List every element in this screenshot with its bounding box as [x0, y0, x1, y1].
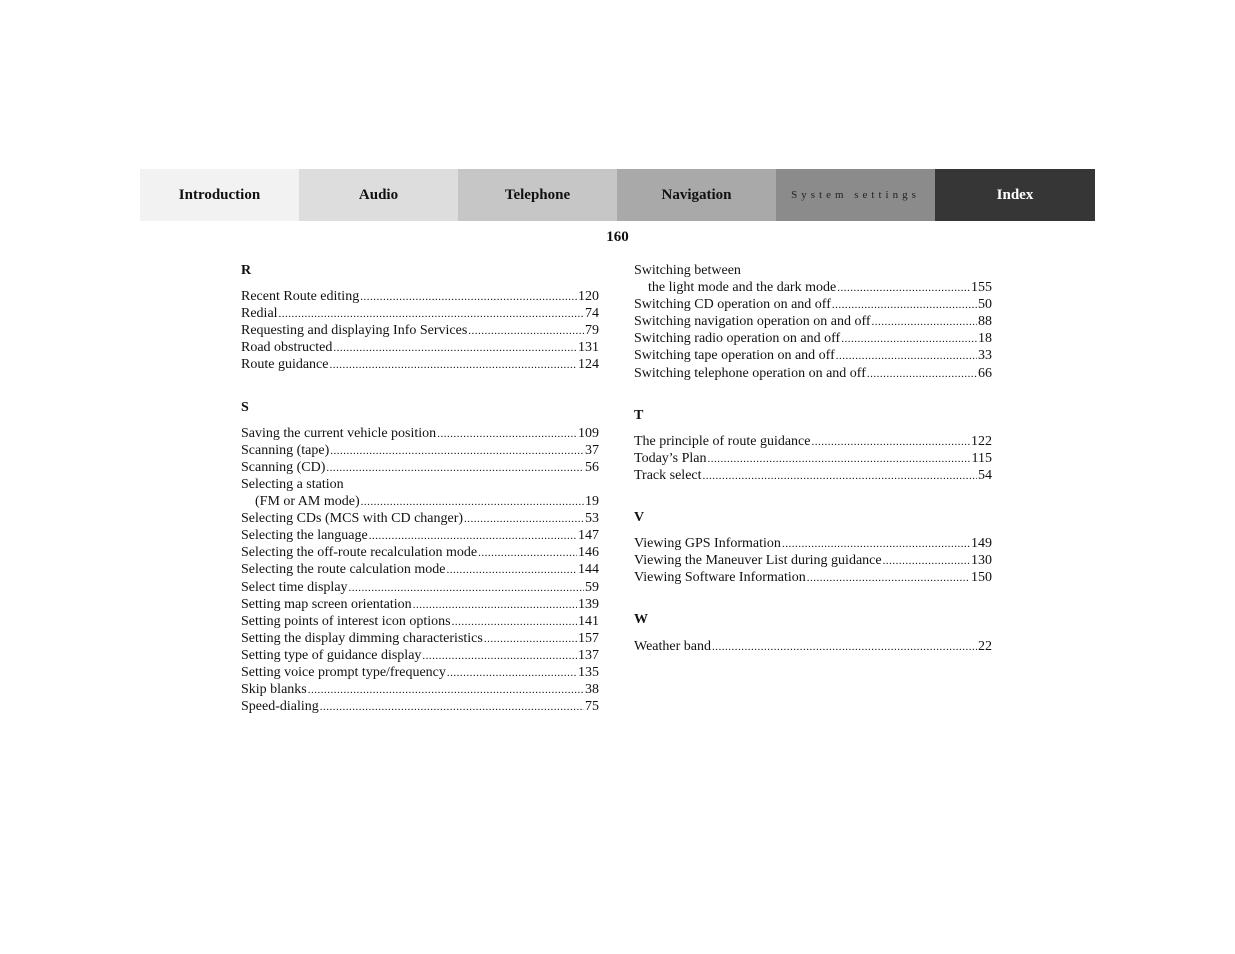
index-entry [634, 569, 992, 586]
leader-dots [712, 639, 977, 656]
index-entry [241, 288, 599, 305]
index-entry [634, 313, 992, 330]
entry-label: Setting type of guidance display [241, 647, 422, 663]
entry-label: Viewing GPS Information [634, 536, 781, 552]
index-section-w [634, 611, 992, 654]
index-entry [634, 365, 992, 382]
entry-page: 141 [578, 613, 599, 629]
leader-dots [330, 443, 584, 460]
leader-dots [413, 597, 577, 614]
entry-label: Switching telephone operation on and off [634, 365, 866, 381]
tab-introduction[interactable]: Introduction [140, 169, 299, 221]
entry-page: 38 [585, 682, 599, 698]
index-entry-heading: Switching between [634, 263, 741, 278]
index-column-right [634, 262, 992, 680]
leader-dots [446, 562, 577, 579]
entry-label: Selecting the off-route recalculation mode [241, 545, 478, 561]
leader-dots [811, 434, 970, 451]
tab-audio[interactable]: Audio [299, 169, 458, 221]
entry-label: The principle of route guidance [634, 433, 811, 449]
entry-page: 19 [585, 494, 599, 510]
entry-page: 146 [578, 545, 599, 561]
entry-label: Skip blanks [241, 682, 307, 698]
index-entry [241, 579, 599, 596]
entry-page: 139 [578, 596, 599, 612]
entry-page: 75 [585, 699, 599, 715]
entry-page: 56 [585, 459, 599, 475]
index-entry [241, 442, 599, 459]
entry-page: 74 [585, 306, 599, 322]
entry-label: Switching radio operation on and off [634, 331, 841, 347]
entry-page: 124 [578, 357, 599, 373]
leader-dots [703, 468, 977, 485]
entry-page: 135 [578, 664, 599, 680]
entry-page: 54 [978, 467, 992, 483]
entry-label: Viewing the Maneuver List during guidance [634, 553, 882, 569]
entry-page: 144 [578, 562, 599, 578]
tab-index[interactable]: Index [935, 169, 1095, 221]
tab-navigation[interactable]: Navigation [617, 169, 776, 221]
index-entry [634, 296, 992, 313]
entry-label: Route guidance [241, 357, 329, 373]
section-letter: V [634, 510, 645, 526]
index-entry [241, 544, 599, 561]
index-entry [241, 425, 599, 442]
leader-dots [867, 366, 977, 383]
leader-dots [782, 536, 970, 553]
entry-page: 66 [978, 365, 992, 381]
index-entry [241, 561, 599, 578]
entry-page: 120 [578, 289, 599, 305]
entry-page: 33 [978, 348, 992, 364]
leader-dots [360, 289, 577, 306]
entry-page: 131 [578, 340, 599, 356]
entry-label: Setting the display dimming characteristics [241, 630, 483, 646]
leader-dots [279, 306, 584, 323]
index-entry-heading: Selecting a station [241, 476, 344, 492]
entry-label: Select time display [241, 579, 348, 595]
leader-dots [872, 314, 977, 331]
entry-label: Viewing Software Information [634, 570, 806, 586]
index-entry [241, 305, 599, 322]
entry-label: (FM or AM mode) [255, 494, 360, 510]
leader-dots [422, 648, 577, 665]
leader-dots [333, 340, 577, 357]
entry-page: 22 [978, 638, 992, 654]
index-section-t [634, 407, 992, 484]
index-entry [634, 638, 992, 655]
entry-page: 155 [971, 280, 992, 296]
index-section-s [241, 399, 599, 716]
entry-label: Redial [241, 306, 278, 322]
entry-page: 53 [585, 511, 599, 527]
tab-system-settings[interactable]: System settings [776, 169, 935, 221]
index-entry [241, 698, 599, 715]
entry-page: 18 [978, 331, 992, 347]
tab-telephone[interactable]: Telephone [458, 169, 617, 221]
entry-page: 137 [578, 647, 599, 663]
index-entry [241, 647, 599, 664]
index-section-v [634, 509, 992, 586]
index-entry [634, 450, 992, 467]
entry-page: 122 [971, 433, 992, 449]
index-entry [241, 459, 599, 476]
leader-dots [841, 331, 977, 348]
section-tab-bar [140, 169, 1095, 221]
index-entry [241, 527, 599, 544]
leader-dots [708, 451, 971, 468]
leader-dots [484, 631, 577, 648]
entry-label: Selecting the language [241, 528, 368, 544]
leader-dots [468, 323, 584, 340]
entry-label: Selecting the route calculation mode [241, 562, 446, 578]
entry-page: 37 [585, 442, 599, 458]
leader-dots [837, 280, 970, 297]
entry-page: 150 [971, 570, 992, 586]
section-letter: W [634, 612, 648, 628]
entry-label: Weather band [634, 638, 711, 654]
leader-dots [329, 357, 577, 374]
index-entry [241, 630, 599, 647]
leader-dots [349, 580, 584, 597]
entry-label: Switching CD operation on and off [634, 297, 831, 313]
entry-label: Switching tape operation on and off [634, 348, 835, 364]
entry-label: Recent Route editing [241, 289, 360, 305]
leader-dots [832, 297, 977, 314]
entry-page: 109 [578, 425, 599, 441]
index-entry [241, 322, 599, 339]
leader-dots [308, 682, 584, 699]
entry-page: 79 [585, 323, 599, 339]
section-letter: T [634, 407, 644, 423]
index-entry [634, 330, 992, 347]
index-entry [241, 493, 599, 510]
index-section-r [241, 262, 599, 374]
leader-dots [437, 426, 577, 443]
entry-label: Setting voice prompt type/frequency [241, 664, 446, 680]
entry-label: Scanning (tape) [241, 442, 330, 458]
index-entry [634, 535, 992, 552]
leader-dots [361, 494, 584, 511]
leader-dots [883, 553, 970, 570]
entry-page: 59 [585, 579, 599, 595]
entry-label: Road obstructed [241, 340, 333, 356]
entry-label: Scanning (CD) [241, 459, 326, 475]
leader-dots [452, 614, 577, 631]
page-number: 160 [606, 229, 629, 245]
index-entry [241, 664, 599, 681]
index-entry [241, 613, 599, 630]
index-entry [241, 596, 599, 613]
index-entry [634, 552, 992, 569]
leader-dots [447, 665, 577, 682]
entry-page: 115 [971, 450, 992, 466]
index-entry [634, 433, 992, 450]
entry-label: Setting points of interest icon options [241, 613, 451, 629]
entry-page: 157 [578, 630, 599, 646]
entry-label: Switching navigation operation on and off [634, 314, 871, 330]
entry-label: Track select [634, 467, 702, 483]
entry-label: the light mode and the dark mode [648, 280, 837, 296]
section-letter: S [241, 399, 249, 415]
entry-page: 149 [971, 536, 992, 552]
leader-dots [478, 545, 577, 562]
index-section-s-continued [634, 262, 992, 382]
leader-dots [326, 460, 584, 477]
entry-page: 147 [578, 528, 599, 544]
entry-label: Setting map screen orientation [241, 596, 412, 612]
leader-dots [807, 570, 970, 587]
entry-label: Speed-dialing [241, 699, 319, 715]
index-entry [634, 467, 992, 484]
leader-dots [836, 348, 977, 365]
entry-page: 130 [971, 553, 992, 569]
entry-label: Today’s Plan [634, 450, 707, 466]
index-entry [241, 339, 599, 356]
leader-dots [320, 699, 584, 716]
index-column-left [241, 262, 599, 740]
entry-label: Saving the current vehicle position [241, 425, 437, 441]
index-entry [241, 510, 599, 527]
entry-page: 50 [978, 297, 992, 313]
leader-dots [369, 528, 577, 545]
leader-dots [464, 511, 584, 528]
index-entry [634, 347, 992, 364]
index-entry [634, 279, 992, 296]
entry-page: 88 [978, 314, 992, 330]
index-entry [241, 356, 599, 373]
entry-label: Selecting CDs (MCS with CD changer) [241, 511, 464, 527]
section-letter: R [241, 263, 252, 278]
entry-label: Requesting and displaying Info Services [241, 323, 468, 339]
index-entry [241, 681, 599, 698]
